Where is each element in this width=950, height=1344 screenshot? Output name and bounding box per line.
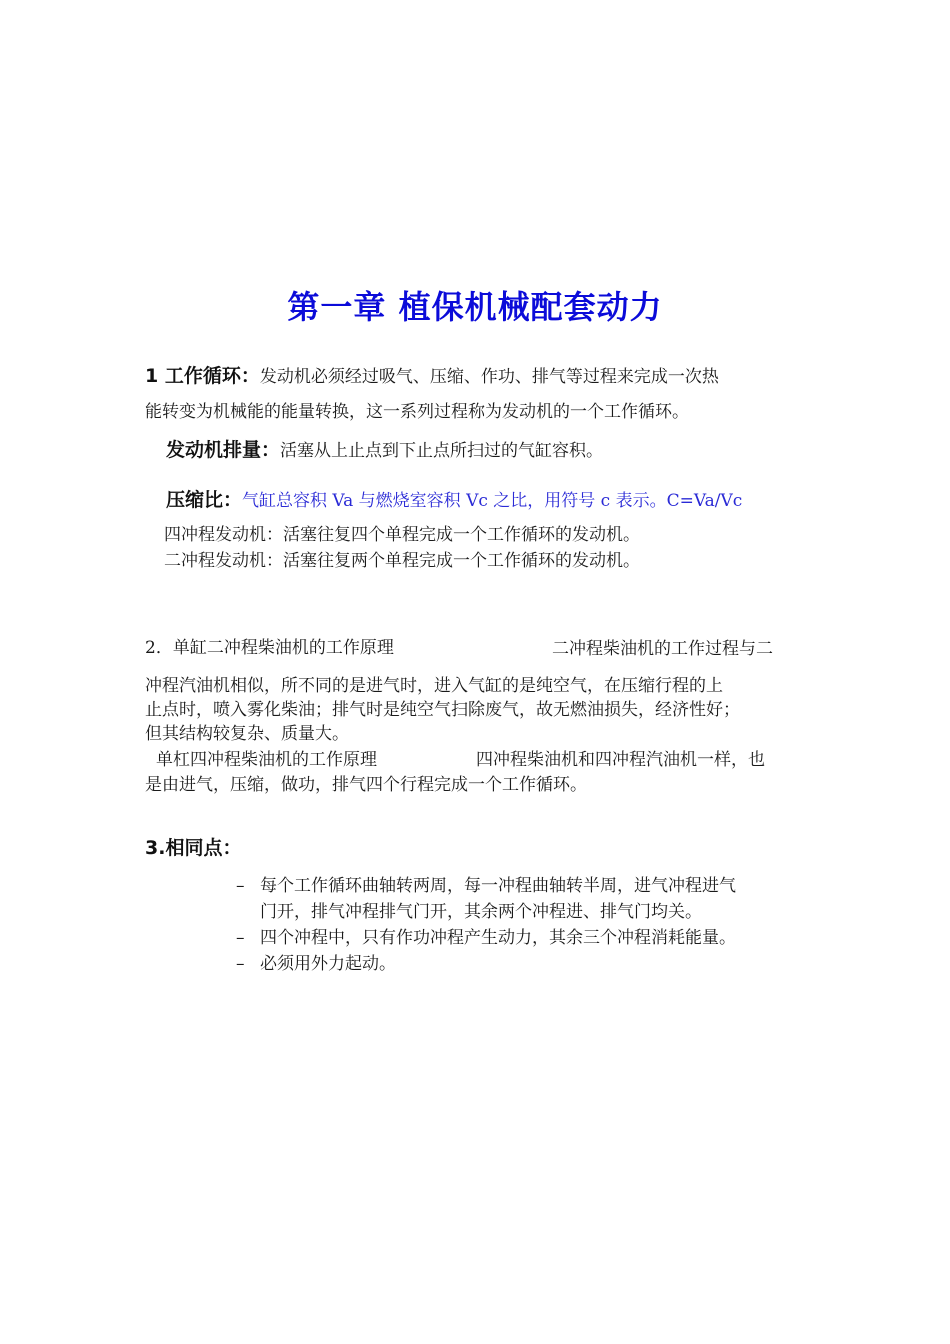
- four-stroke-diesel-tail: 四冲程柴油机和四冲程汽油机一样，也: [476, 750, 765, 770]
- list-item-line-1: 每个工作循环曲轴转两周，每一冲程曲轴转半周，进气冲程进气: [260, 876, 736, 896]
- list-item: [236, 873, 826, 925]
- four-stroke-diesel-heading: 单杠四冲程柴油机的工作原理: [156, 750, 377, 770]
- section3-heading: [145, 836, 241, 861]
- list-item: [236, 951, 826, 977]
- four-stroke-diesel-line: 是由进气，压缩，做功，排气四个行程完成一个工作循环。: [145, 775, 587, 795]
- work-cycle-line-2: 能转变为机械能的能量转换，这一系列过程称为发动机的一个工作循环。: [145, 402, 689, 422]
- compression-heading: 压缩比：: [166, 489, 243, 511]
- list-item: [236, 925, 826, 951]
- displacement-text: 活塞从上止点到下止点所扫过的气缸容积。: [280, 441, 604, 461]
- dash-bullet: –: [236, 928, 245, 948]
- two-stroke-definition: 二冲程发动机：活塞往复两个单程完成一个工作循环的发动机。: [164, 551, 640, 571]
- section2-heading-tail: 二冲程柴油机的工作过程与二: [552, 639, 773, 659]
- dash-bullet: –: [236, 876, 245, 896]
- list-item-line-1: 必须用外力起动。: [260, 954, 396, 974]
- displacement-line: [166, 438, 603, 463]
- section2-line-3: 但其结构较复杂、质量大。: [145, 724, 349, 744]
- compression-line: [166, 488, 742, 513]
- compression-text: 气缸总容积 Va 与燃烧室容积 Vc 之比，用符号 c 表示。C=Va/Vc: [242, 491, 743, 511]
- work-cycle-text-a: 发动机必须经过吸气、压缩、作功、排气等过程来完成一次热: [259, 367, 719, 387]
- dash-bullet: –: [236, 954, 245, 974]
- work-cycle-line-1: [145, 364, 719, 389]
- section2-line-2: 止点时，喷入雾化柴油；排气时是纯空气扫除废气，故无燃油损失，经济性好；: [145, 700, 740, 720]
- section2-paragraph: [145, 674, 813, 746]
- chapter-title: 第一章 植保机械配套动力: [287, 288, 663, 326]
- displacement-heading: 发动机排量：: [166, 439, 281, 461]
- four-stroke-definition: 四冲程发动机：活塞往复四个单程完成一个工作循环的发动机。: [164, 525, 640, 545]
- work-cycle-heading: 1 工作循环：: [145, 365, 260, 387]
- section2-line-1: 冲程汽油机相似，所不同的是进气时，进入气缸的是纯空气，在压缩行程的上: [145, 676, 723, 696]
- list-item-line-2: 门开，排气冲程排气门开，其余两个冲程进、排气门均关。: [260, 902, 702, 922]
- list-item-line-1: 四个冲程中，只有作功冲程产生动力，其余三个冲程消耗能量。: [260, 928, 736, 948]
- common-points-list: [236, 873, 826, 977]
- section3-heading-text: 3.相同点：: [145, 837, 242, 859]
- section2-heading: 2．单缸二冲程柴油机的工作原理: [145, 638, 394, 658]
